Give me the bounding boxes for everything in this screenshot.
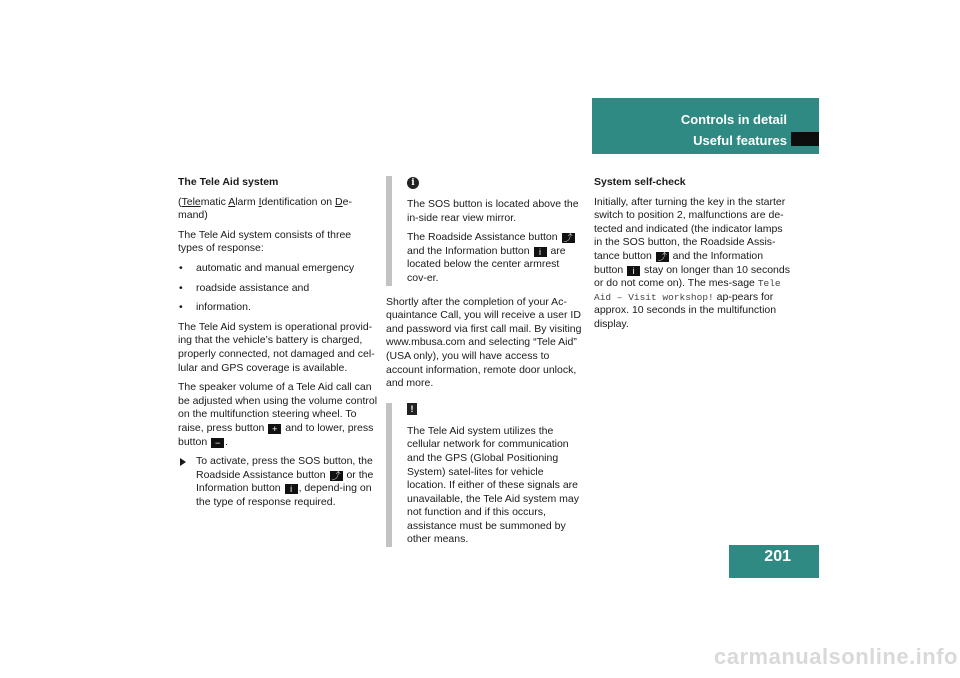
list-item: • roadside assistance and [178, 282, 378, 296]
activate-text: or the Information button [196, 468, 374, 495]
self-check-text: ap-pears for approx. 10 seconds in the multifunction display. [594, 290, 777, 330]
warning-mark [407, 403, 582, 425]
warning-note-text: The Tele Aid system utilizes the cellular network for communication and the GPS (Global Positioning System) satel-lites for vehicle location. If either of these signals are unavailable, the Tele Aid system may not function and if this occurs, assistance must be summoned by other means. [407, 424, 579, 546]
activate-text: To activate, press the SOS button, the Roadside Assistance button [196, 455, 373, 481]
acronym-part: matic [200, 195, 229, 208]
volume-text: . [225, 435, 229, 448]
activate-instruction [178, 455, 378, 509]
list-item: • information. [178, 301, 378, 315]
column-left [178, 176, 378, 515]
info-button-icon: i [285, 484, 298, 494]
roadside-button-icon: ⤴ [563, 233, 573, 244]
info-button-icon: i [627, 266, 640, 276]
info-note [386, 176, 582, 286]
acronym-part: ( [178, 195, 182, 208]
column-right [594, 176, 790, 338]
info-note-text: The SOS button is located above the in-side rear view mirror. [407, 198, 579, 224]
operational-paragraph: The Tele Aid system is operational provid-ing that the vehicle’s battery is charged, properly connected, not damaged and cel-lular and GPS coverage is available. [178, 320, 375, 374]
acronym-part: e-mand) [178, 195, 352, 222]
list-item: • automatic and manual emergency [178, 262, 378, 276]
column-middle [386, 176, 582, 557]
info-note-part: are located below the center armrest cov-er. [407, 244, 566, 284]
acronym-explanation [178, 196, 378, 223]
activate-text: , depend-ing on the type of response required. [196, 482, 372, 508]
info-note-part: and the Information button [407, 244, 530, 257]
volume-paragraph [178, 381, 378, 449]
chapter-header [592, 98, 819, 154]
display-message: Tele Aid – Visit workshop! [594, 278, 781, 303]
info-icon: i [407, 177, 419, 189]
info-mark [407, 176, 582, 198]
acronym-part: Tele [181, 195, 201, 208]
acronym-part: larm [235, 195, 259, 208]
volume-text: and to lower, press button [178, 421, 374, 448]
acronym-part: dentification on [261, 195, 336, 208]
self-check-text: Initially, after turning the key in the starter switch to position 2, malfunctions are de-tected and indicated (the indicator lamps in the SOS button, the Roadside Assis-tance button [594, 195, 786, 262]
self-check-text: stay on longer than 10 seconds or do not come on). The mes-sage [594, 263, 790, 290]
acronym-part: D [335, 195, 343, 208]
minus-button-icon: − [211, 438, 224, 448]
tele-aid-heading: The Tele Aid system [178, 176, 279, 188]
plus-button-icon: + [268, 424, 281, 434]
warning-icon: ! [407, 403, 417, 415]
watermark: carmanualsonline.info [714, 644, 958, 669]
response-intro: The Tele Aid system consists of three types of response: [178, 228, 352, 255]
section-title: Controls in detail [680, 112, 787, 127]
self-check-text: and the Information button [594, 249, 764, 276]
info-note-part: The Roadside Assistance button [407, 231, 558, 244]
acronym-part: I [258, 195, 262, 208]
roadside-button-icon: ⤴ [657, 251, 667, 262]
info-button-icon: i [534, 247, 547, 257]
info-note-text [407, 231, 582, 285]
acquaintance-paragraph: Shortly after the completion of your Ac-quaintance Call, you will receive a user ID and password via first call mail. By visiting www.mbusa.com and selecting “Tele Aid” (USA only), you will have access to account information, remote door unlock, and more. [386, 295, 582, 390]
volume-text: The speaker volume of a Tele Aid call can be adjusted when using the volume control on the multifunction steering wheel. To raise, press button [178, 381, 378, 434]
header-tab-marker [791, 132, 819, 146]
page-number: 201 [729, 545, 819, 578]
warning-note [386, 403, 582, 547]
acronym-part: A [228, 195, 236, 208]
self-check-paragraph [594, 196, 790, 332]
subsection-title: Useful features [693, 133, 787, 148]
roadside-button-icon: ⤴ [331, 470, 341, 481]
self-check-heading: System self-check [594, 176, 686, 188]
